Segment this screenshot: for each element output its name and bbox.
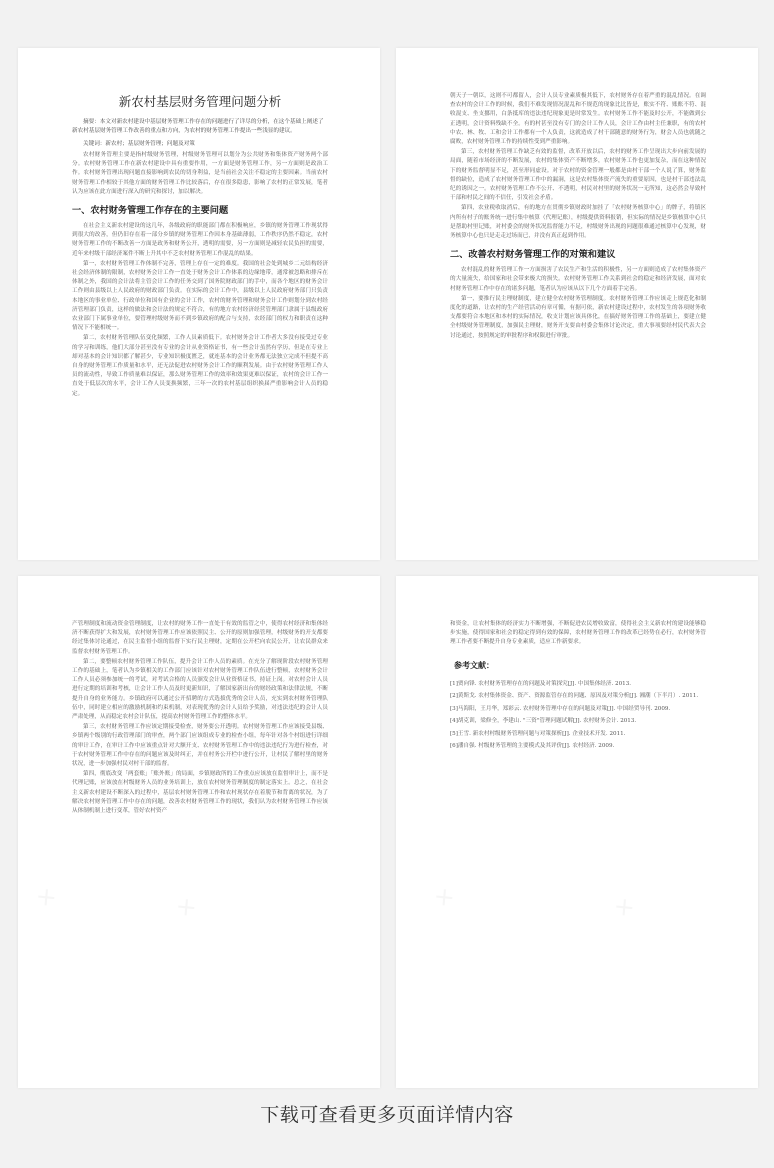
body-paragraph: 第三，农村财务管理工作应该定期接受检查，财务要公开透明。农村财务管理工作应该接受县级、乡镇两个级别的行政管理部门的审查，两个部门应该组成专业的检查小组，每年针对各个村组进行详细的审计工作，在审计工作中应该重点针对大额开支、农村财务管理工作中的违法违纪行为进行检查，对于农村财务管理工作中存在的问题应该及时纠正，并在村务公开栏中进行公开，让村民了解村里的财务状况，进一步加强村民对村干部的监督。 bbox=[72, 724, 328, 768]
intro-paragraph: 农村财务管理主要是指村级财务管理，村级财务管理可以划分为公共财务和集体资产财务两个部分。农村财务管理工作在新农村建设中具有重要作用，一方面是财务管理工作，另一方面则是政治工作。农村财务管理出现问题直接影响到农民的切身利益，是当前社会关注不稳定的主要因素。当前农村财务管理工作相较于其他方面的财务管理工作比较落后，存在很多隐患，影响了农村的正常发展，笔者认为应该在此方面进行深入的研究和探讨，加以解决。 bbox=[72, 151, 328, 195]
document-page-2 bbox=[396, 48, 758, 560]
body-paragraph: 第三，农村财务管理工作缺乏有效的监督，改革开放以后，农村的财务工作呈现出大步向前发展的局面，随着市场经济的不断发展，农村的集体资产不断增多，农村财务工作也更加复杂，而在这种情况下的财务监督明显不足，甚至形同虚设。对于农村的资金管理一般都是由村干部一个人说了算，财务监督的缺位，造成了农村财务管理工作中的漏洞，这是农村集体资产流失的重要原因，也是村干部违法乱纪的诱因之一。农村财务管理工作不公开、不透明，村民对村里的财务状况一无所知，这必然会导致村干部和村民之间的不信任，引发社会矛盾。 bbox=[450, 149, 706, 202]
document-page-4 bbox=[396, 576, 758, 1088]
reference-item: [5]王雪. 新农村村级财务管理问题与对策探析[J]. 企业技术开发. 2011. bbox=[450, 730, 626, 737]
document-title: 新农村基层财务管理问题分析 bbox=[118, 94, 282, 109]
body-paragraph: 第四，农业税收取消后，有的地方在贯彻乡镇财政时加挂了「农村财务核算中心」的牌子，将镇区内所有村子的账务统一进行集中核算（代理记账），村级提供资料报销，但实际的情况是乡镇核算中心只是帮助村里记账，对村委会的财务状况监督能力不足，村级财务出现的问题很难通过核算中心发现，财务核算中心也只是走走过场而已，并没有真正起到作用。 bbox=[450, 205, 706, 240]
body-paragraph: 第一，要推行民主理财制度，建立健全农村财务管理制度。农村财务管理工作应该走上规范化和制度化的道路，让农村的生产经营活动有章可循，有据可依，新农村建设过程中，农村发生的各项财务收支都要符合本地区和本村的实际情况，收支计划应该具体化，在搞好财务管理工作的基础上，要建立健全村级财务管理制度，加强民主理财，财务开支要由村委会集体讨论决定，重大事项要经村民代表大会讨论通过，按照规定的审批程序和权限进行审批。 bbox=[450, 295, 706, 339]
body-paragraph: 第四，彻底改变「两套账」「账外账」的局面，乡镇财政所的工作重点应该放在监督审计上，而不是代理记账，应该放在村级财务人员的业务培训上，放在农村财务管理制度的制定落实上。总之，在社会主义新农村建设不断深入的过程中，基层农村财务管理工作和农村现状存在着脱节和背离的状况，为了解决农村财务管理工作中存在的问题，改善农村财务管理工作的现状，我们认为农村财务管理工作应该从体制机制上进行变革，管好农村资产 bbox=[72, 771, 328, 815]
body-paragraph: 农村混乱的财务管理工作一方面损害了农民生产和生活的积极性，另一方面则造成了农村集体资产的大量流失，给国家和社会带来极大的损失。农村财务管理工作关系到社会的稳定和经济发展，面对农村财务管理工作中存在的诸多问题，笔者认为应该从以下几个方面着手完善。 bbox=[450, 267, 706, 292]
watermark bbox=[32, 883, 62, 914]
reference-item: [6]潘自强. 村级财务管理的主要模式及其评价[J]. 农村经济. 2009. bbox=[450, 743, 615, 750]
body-paragraph: 第二，农村财务管理队伍变化频繁，工作人员素质低下。农村财务会计工作者大多没有接受过专业的学习和训练，他们大部分甚至没有专业的会计从业资格证书，有一些会计虽然有学历，但是在专业上却对基本的会计知识都了解甚少，专业知识极度匮乏，就连基本的会计业务都无法独立完成不但提不高自身的财务管理工作质量和水平，还无法促进农村财务会计工作的顺利发展。由于农村财务管理工作人员的流动性，导致工作质量难以保证，那么财务管理工作的效率和效果更难以保证，农村的会计工作一直处于低层次的水平，会计工作人员变换频繁，三年一次的农村基层组织换届严重影响会计人员的稳定。 bbox=[72, 335, 328, 397]
reference-item: [4]胡克训，梁修全，李建山. "三资"管理问题试解[J]. 农村财务会计. 2013. bbox=[450, 718, 637, 725]
reference-item: [1]贾向锋. 农村财务管理存在的问题及对策探究[J]. 中国集体经济. 2013. bbox=[450, 680, 632, 687]
section-heading-2: 二、改善农村财务管理工作的对策和建议 bbox=[450, 249, 616, 261]
body-paragraph: 第一，农村财务管理工作体制不完善，管理上存在一定的难度。我国的社会处到城乡二元结构经济社会经济体制的限制，农村财务会计工作一直处于财务会计工作体系的边缘地带，通常被忽略和排斥在体制之外，我国的会计法将主管会计工作的任务交到了国务院财政部门的手中，而各个地区的财务会计工作则由县级以上人民政府的财政部门负责。在实际的会计工作中，县级以上人民政府财务部门只负责本地区的事业单位、行政单位和国有企业的会计工作，农村的财务管理和财务会计工作则划分到农村经济管理部门负责，这样的做法和会计法的规定不符合，有的地方农村经济经营管理部门隶属于县级政府农业部门下属事业单位，要管理村级财务而不到乡镇政府的配合与支持，农经部门的权力和职责在这种情况下不能相统一。 bbox=[72, 260, 328, 332]
reference-item: [3]马海阳，王月华，郑彩云. 农村财务管理中存在的问题及对策[J]. 中国经贸导刊. 2009. bbox=[450, 705, 671, 712]
section-heading-1: 一、农村财务管理工作存在的主要问题 bbox=[72, 204, 229, 216]
body-paragraph: 朝天子一朝臣，这则不可都留人，会计人员专业素质极其低下，农村财务存在着严重的混乱情况。在调查农村的会计工作的时候，我们不难发现情况混乱和不规范的现象比比皆是，账实不符、账账不符、混收混支、坐支挪用，白条抵库的违法违纪现象更是时常发生。农村财务工作不能及时公开，不能做到公正透明，会计资料残缺不全。有的村甚至没有专门的会计工作人员，会计工作由村主任兼职，有的农村中农、林、牧、工和会计工作都有一个人负责，这就造成了村干部随意的财务行为，财会人员也就随之腐败，农村财务管理工作的持续性受到严重影响。 bbox=[450, 93, 706, 146]
body-paragraph: 第二，要整顿农村财务管理工作队伍，提升会计工作人员的素质。在充分了解现阶段农村财务管理工作的基础上，笔者认为乡镇相关的工作部门应该针对农村财务管理工作队伍进行整顿，农村财务会计工作人员必须参加统一的考试，对考试合格的人员颁发会计从业资格证书，持证上岗。对农村会计人员进行定期的培训和考核，让会计工作人员及时更新知识，了解国家新出台的财经政策和法律法规，不断提升自身的业务能力。乡镇政府可以通过公开招聘的方式选拔优秀的会计人员，充实到农村财务管理队伍中，同时建立相应的激励机制和约束机制，对表现优秀的会计人员给予奖励，对违法违纪的会计人员严肃处理，从而稳定农村会计队伍，提高农村财务管理工作的整体水平。 bbox=[72, 658, 328, 721]
document-page-3 bbox=[18, 576, 380, 1088]
download-more-caption[interactable]: 下载可查看更多页面详情内容 bbox=[260, 1104, 514, 1126]
document-page-1 bbox=[18, 48, 380, 560]
body-paragraph: 在社会主义新农村建设的这几年，各级政府的职能部门都在积极响应，乡镇的财务管理工作现状得到很大的改善，但仍旧存在着一部分乡镇的财务管理工作因本身基础薄弱，工作秩序仍然不稳定，农村财务管理工作的不断改善一方面是政务和财务公开，透明的需要，另一方面则是减轻农民负担的需要，近年来村级干部经济案件不断上升其中不乏农村财务管理工作混乱的结果。 bbox=[72, 222, 328, 257]
references-heading: 参考文献： bbox=[454, 660, 494, 670]
body-paragraph: 产管理制度和流动资金管理制度，让农村的财务工作一直处于有效的监管之中，使得农村经济和集体经济不断获得扩大和发展，农村财务管理工作应该依照民主、公开的原则加强管理，村级财务的开支都要经过集体讨论通过，在民主监督小组的监督下实行民主理财，定期在公开栏向农民公开，让农民群众来监督农村财务管理工作。 bbox=[72, 621, 328, 655]
body-paragraph: 和资金，让农村集体的经济实力不断增强，不断促进农民增收致富，使得社会主义新农村的建设能够稳步实施，使得国家和社会的稳定得到有效的保障，农村财务管理工作的改革已经势在必行，农村财务管理工作者要不断提升自身专业素质，适应工作新要求。 bbox=[450, 621, 706, 646]
keywords: 关键词：新农村；基层财务管理；问题及对策 bbox=[83, 140, 195, 147]
abstract: 摘要：本文对新农村建设中基层财务管理工作存在的问题进行了详尽的分析，在这个基础上阐述了新农村基层财务管理工作改善的重点和方向，为农村的财务管理工作提出一些浅显的建议。 bbox=[72, 119, 324, 135]
reference-item: [2]黄斯戈. 农村集体资金、资产、资源监管存在的问题、原因及对策分析[J]. 湘潮（下半月）. 2011. bbox=[450, 693, 699, 700]
